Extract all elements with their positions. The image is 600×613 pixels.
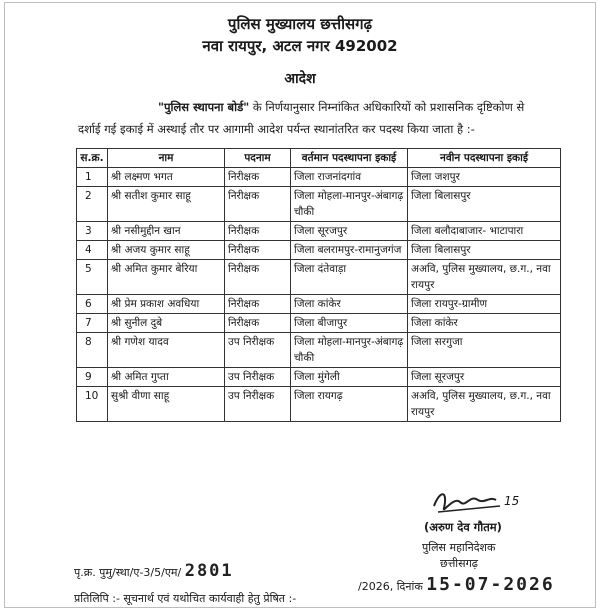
cell-name: श्री अमित कुमार बेरिया: [108, 260, 225, 295]
cell-rank: उप निरीक्षक: [225, 368, 291, 387]
intro-line-1-text: के निर्णयानुसार निम्नांकित अधिकारियों को प्रशासनिक दृष्टिकोण से: [252, 100, 525, 114]
cell-rank: निरीक्षक: [225, 187, 291, 222]
table-row: [77, 168, 561, 187]
cell-sn: 5: [77, 260, 108, 295]
cell-sn: 2: [77, 187, 108, 222]
col-header-sn: स.क्र.: [77, 149, 108, 168]
board-name: "पुलिस स्थापना बोर्ड": [158, 100, 250, 114]
cell-name: सुश्री वीणा साहू: [108, 387, 225, 422]
table-row: [77, 260, 561, 295]
cell-new: अअवि, पुलिस मुख्यालय, छ.ग., नवा रायपुर: [408, 260, 561, 295]
cell-name: श्री नसीमुद्दीन खान: [108, 222, 225, 241]
col-header-rank: पदनाम: [225, 149, 291, 168]
signatory-name: (अरुण देव गौतम): [424, 520, 502, 534]
cell-sn: 6: [77, 295, 108, 314]
cell-rank: निरीक्षक: [225, 168, 291, 187]
cell-sn: 4: [77, 241, 108, 260]
table-row: [77, 222, 561, 241]
cell-rank: उप निरीक्षक: [225, 333, 291, 368]
col-header-current: वर्तमान पदस्थापना इकाई: [291, 149, 408, 168]
cell-name: श्री प्रेम प्रकाश अवधिया: [108, 295, 225, 314]
cell-name: श्री गणेश यादव: [108, 333, 225, 368]
signature: [430, 486, 520, 522]
cell-name: श्री अजय कुमार साहू: [108, 241, 225, 260]
cell-current: जिला राजनांदगांव: [291, 168, 408, 187]
cell-current: जिला दंतेवाड़ा: [291, 260, 408, 295]
cell-sn: 3: [77, 222, 108, 241]
cell-sn: 1: [77, 168, 108, 187]
cell-new: जिला रायपुर-ग्रामीण: [408, 295, 561, 314]
cell-rank: निरीक्षक: [225, 295, 291, 314]
table-row: [77, 314, 561, 333]
cell-current: जिला मोहला-मानपुर-अंबागढ़ चौकी: [291, 333, 408, 368]
intro-line-1: [158, 100, 524, 115]
date-prefix: /2026, दिनांक: [358, 580, 423, 593]
order-date: [358, 574, 555, 595]
cell-rank: निरीक्षक: [225, 222, 291, 241]
cell-rank: निरीक्षक: [225, 241, 291, 260]
cell-name: श्री सतीश कुमार साहू: [108, 187, 225, 222]
table-row: [77, 368, 561, 387]
cell-new: जिला सूरजपुर: [408, 368, 561, 387]
header-line-2: नवा रायपुर, अटल नगर 492002: [202, 37, 398, 55]
transfer-table: [76, 148, 561, 422]
cell-current: जिला सूरजपुर: [291, 222, 408, 241]
cell-new: जिला कांकेर: [408, 314, 561, 333]
header-line-1: पुलिस मुख्यालय छत्तीसगढ़: [227, 15, 373, 33]
cell-sn: 10: [77, 387, 108, 422]
order-title: आदेश: [284, 71, 316, 87]
cell-current: जिला मोहला-मानपुर-अंबागढ़ चौकी: [291, 187, 408, 222]
date-handwritten: 15-07-2026: [426, 574, 555, 595]
cell-rank: निरीक्षक: [225, 260, 291, 295]
table-row: [77, 333, 561, 368]
intro-line-2: दर्शाई गई इकाई में अस्थाई तौर पर आगामी आदेश पर्यन्त स्थानांतरित कर पदस्थ किया जाता है :-: [78, 122, 475, 136]
cell-sn: 7: [77, 314, 108, 333]
cell-name: श्री लक्ष्मण भगत: [108, 168, 225, 187]
cell-current: जिला बीजापुर: [291, 314, 408, 333]
cell-sn: 8: [77, 333, 108, 368]
cell-new: अअवि, पुलिस मुख्यालय, छ.ग., नवा रायपुर: [408, 387, 561, 422]
cell-new: जिला बिलासपुर: [408, 241, 561, 260]
col-header-new: नवीन पदस्थापना इकाई: [408, 149, 561, 168]
signature-scribble: 15: [504, 494, 520, 508]
table-row: [77, 241, 561, 260]
signatory-state: छत्तीसगढ़: [440, 557, 478, 570]
copy-line: प्रतिलिपि :- सूचनार्थ एवं यथोचित कार्यवाही हेतु प्रेषित :-: [74, 592, 297, 605]
cell-current: जिला रायगढ़: [291, 387, 408, 422]
cell-new: जिला बिलासपुर: [408, 187, 561, 222]
cell-rank: निरीक्षक: [225, 314, 291, 333]
cell-rank: उप निरीक्षक: [225, 387, 291, 422]
cell-new: जिला सरगुजा: [408, 333, 561, 368]
table-row: [77, 295, 561, 314]
col-header-name: नाम: [108, 149, 225, 168]
cell-name: श्री अमित गुप्ता: [108, 368, 225, 387]
table-header-row: [77, 149, 561, 168]
reference-prefix: पृ.क्र. पुमु/स्था/ए-3/5/एम/: [74, 566, 182, 579]
cell-name: श्री सुनील दुबे: [108, 314, 225, 333]
reference-handwritten: 2801: [184, 561, 234, 581]
signatory-designation: पुलिस महानिदेशक: [422, 541, 496, 554]
cell-sn: 9: [77, 368, 108, 387]
cell-current: जिला बलरामपुर-रामानुजगंज: [291, 241, 408, 260]
cell-new: जिला जशपुर: [408, 168, 561, 187]
cell-current: जिला कांकेर: [291, 295, 408, 314]
table-row: [77, 387, 561, 422]
table-row: [77, 187, 561, 222]
reference-number: [74, 561, 234, 581]
cell-current: जिला मुंगेली: [291, 368, 408, 387]
cell-new: जिला बलौदाबाजार- भाटापारा: [408, 222, 561, 241]
